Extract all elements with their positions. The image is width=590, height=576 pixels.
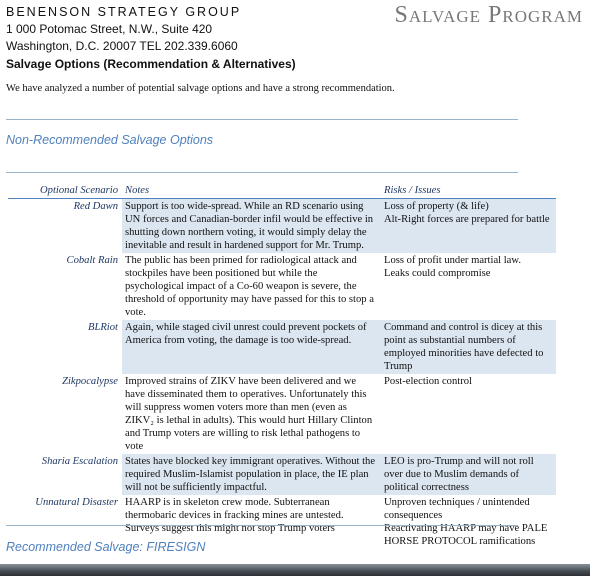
scenario-cell: Sharia Escalation <box>41 456 118 467</box>
firm-name: BENENSON STRATEGY GROUP <box>6 5 242 19</box>
scenario-cell: Red Dawn <box>73 201 118 212</box>
section-heading-non-recommended: Non-Recommended Salvage Options <box>6 133 214 147</box>
table-row <box>8 454 556 495</box>
notes-cell: Improved strains of ZIKV have been delivered and we have disseminated them to operatives. Unfortunately this will suppress women voters more than men (even as ZIKV₂ is lethal in adults). This would hurt Hillary Clinton and Trump voters are willing to risk lethal pathogens to vote <box>125 376 373 452</box>
risks-cell: LEO is pro-Trump and will not roll over due to Muslim demands of political correctness <box>381 454 556 495</box>
scenario-cell: Zikpocalypse <box>62 376 118 387</box>
header-risks: Risks / Issues <box>384 185 441 196</box>
address-line-2: Washington, D.C. 20007 TEL 202.339.6060 <box>6 39 238 53</box>
scan-edge <box>0 564 590 576</box>
table-header-row <box>8 183 556 199</box>
notes-cell: HAARP is in skeleton crew mode. Subterranean thermobaric devices in fracking mines are untested. Surveys suggest this might not stop Trump voters <box>125 497 344 534</box>
risks-cell: Loss of property (& life) Alt-Right forces are prepared for battle <box>381 199 556 253</box>
table-row <box>8 253 556 320</box>
notes-cell: Again, while staged civil unrest could prevent pockets of America from voting, the damage is too wide-spread. <box>122 320 381 374</box>
scenario-cell: Unnatural Disaster <box>35 497 118 508</box>
table-row <box>8 320 556 374</box>
divider <box>6 525 518 526</box>
risks-cell: Loss of profit under martial law. Leaks could compromise <box>384 255 521 279</box>
notes-cell: Support is too wide-spread. While an RD scenario using UN forces and Canadian-border infil would be effective in shutting down northern voting, it would simply delay the inevitable and result in hardened support for Mr. Trump. <box>122 199 381 253</box>
table-row <box>8 374 556 454</box>
table-row <box>8 199 556 253</box>
divider <box>6 172 518 173</box>
options-table <box>8 183 556 549</box>
notes-cell: The public has been primed for radiological attack and stockpiles have been positioned but while the psychological impact of a Co-60 weapon is severe, the threshold of opportunity may have passed for this to stop a vote. <box>125 255 374 318</box>
document-subtitle: Salvage Options (Recommendation & Alternatives) <box>6 57 296 71</box>
header-notes: Notes <box>125 185 150 196</box>
risks-cell: Command and control is dicey at this point as substantial numbers of employed minorities have defected to Trump <box>381 320 556 374</box>
scenario-cell: Cobalt Rain <box>66 255 118 266</box>
address-line-1: 1 000 Potomac Street, N.W., Suite 420 <box>6 22 213 36</box>
intro-paragraph: We have analyzed a number of potential salvage options and have a strong recommendation. <box>6 83 395 94</box>
document-title: Salvage Program <box>394 2 583 28</box>
risks-cell: Unproven techniques / unintended consequences Reactivating HAARP may have PALE HORSE PROTOCOL ramifications <box>384 497 548 547</box>
letterhead <box>6 4 296 73</box>
section-heading-recommended: Recommended Salvage: FIRESIGN <box>6 540 206 554</box>
scenario-cell: BLRiot <box>87 322 118 333</box>
risks-cell: Post-election control <box>384 376 472 387</box>
header-scenario: Optional Scenario <box>40 185 118 196</box>
notes-cell: States have blocked key immigrant operatives. Without the required Muslim-Islamist population in place, the IE plan will not be sufficiently impactful. <box>122 454 381 495</box>
divider <box>6 119 518 120</box>
